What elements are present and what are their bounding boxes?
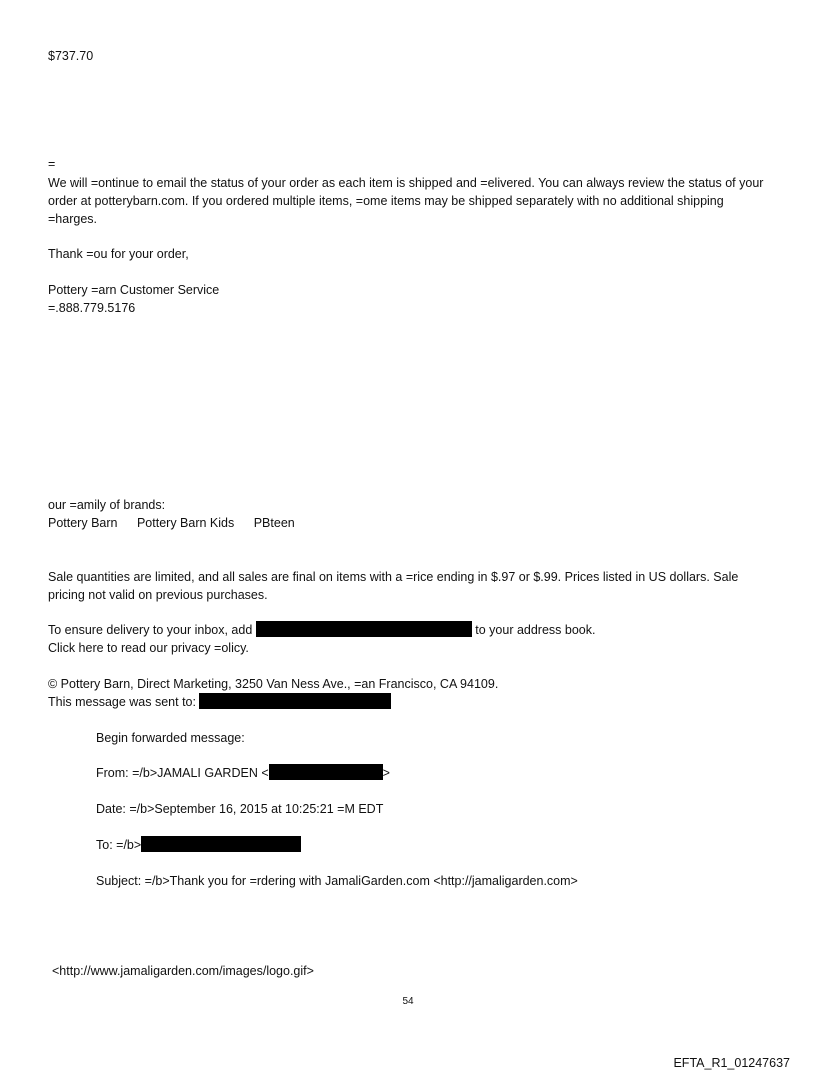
redacted-email-address: [256, 621, 472, 637]
status-paragraph: We will =ontinue to email the status of your order as each item is shipped and =elivered. You can always review the status of your order at potterybarn.com. If you ordered multiple items, =ome items may be shipped separately with no additional shipping =harges.: [48, 176, 764, 226]
forwarded-intro: Begin forwarded message:: [96, 731, 245, 745]
sale-paragraph: Sale quantities are limited, and all sales are final on items with a =rice ending in $.97 or $.99. Prices listed in US dollars. Sale pricing not valid on previous purchases.: [48, 570, 739, 602]
from-suffix: >: [382, 766, 390, 780]
brands-list: [48, 514, 311, 532]
delivery-line: [48, 621, 595, 639]
from-prefix: From: =/b>JAMALI GARDEN <: [96, 766, 269, 780]
forwarded-from: [96, 764, 390, 782]
forwarded-subject: Subject: =/b>Thank you for =rdering with JamaliGarden.com <http://jamaligarden.com>: [96, 874, 578, 888]
forwarded-to: [96, 836, 301, 854]
equals-line: =: [48, 157, 56, 171]
redacted-recipient: [199, 693, 391, 709]
privacy-link[interactable]: Click here to read our privacy =olicy.: [48, 641, 249, 655]
delivery-prefix: To ensure delivery to your inbox, add: [48, 623, 253, 637]
signature-phone: =.888.779.5176: [48, 301, 136, 315]
sent-to-line: [48, 693, 391, 711]
document-id: EFTA_R1_01247637: [673, 1056, 790, 1070]
delivery-suffix: to your address book.: [475, 623, 596, 637]
brand-pottery-barn[interactable]: Pottery Barn: [48, 516, 118, 530]
thank-you-line: Thank =ou for your order,: [48, 247, 189, 261]
brands-heading: our =amily of brands:: [48, 498, 166, 512]
brand-pbteen[interactable]: PBteen: [253, 516, 295, 530]
logo-link[interactable]: <http://www.jamaligarden.com/images/logo.gif>: [52, 964, 314, 978]
order-total: $737.70: [48, 49, 94, 63]
redacted-to-email: [141, 836, 301, 852]
page-number: 54: [402, 996, 414, 1007]
sent-to-label: This message was sent to:: [48, 695, 196, 709]
forwarded-date: Date: =/b>September 16, 2015 at 10:25:21 =M EDT: [96, 802, 384, 816]
to-prefix: To: =/b>: [96, 838, 142, 852]
signature-name: Pottery =arn Customer Service: [48, 283, 220, 297]
copyright-line: © Pottery Barn, Direct Marketing, 3250 Van Ness Ave., =an Francisco, CA 94109.: [48, 677, 499, 691]
brand-pottery-barn-kids[interactable]: Pottery Barn Kids: [136, 516, 235, 530]
redacted-from-email: [269, 764, 383, 780]
